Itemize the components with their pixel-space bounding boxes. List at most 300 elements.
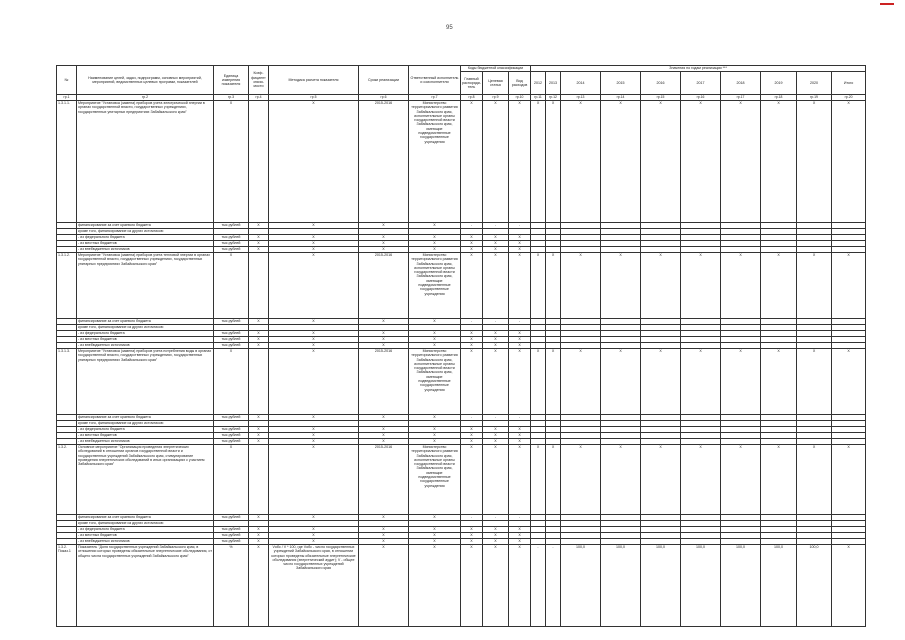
target-article-cell: X	[483, 349, 509, 415]
responsible-cell: X	[409, 427, 461, 433]
coef-cell: X	[249, 223, 269, 229]
header-year: 2017	[681, 72, 721, 95]
period-cell: X	[359, 427, 409, 433]
expense-type-cell: -	[509, 319, 531, 325]
main-manager-cell: X	[461, 247, 483, 253]
header-no: №	[57, 66, 77, 95]
row-name: кроме того, финансирование из других источников:	[77, 521, 214, 527]
column-number: гр.19	[797, 95, 832, 101]
table-row-measure	[57, 253, 866, 319]
column-number: гр.14	[601, 95, 641, 101]
year-value-cell: 100,0	[761, 545, 797, 627]
year-value-cell: X	[681, 253, 721, 319]
row-name: - из внебюджетных источников	[77, 343, 214, 349]
expense-type-cell: X	[509, 427, 531, 433]
year-value-cell: X	[531, 253, 546, 319]
expense-type-cell: X	[509, 445, 531, 515]
unit-cell: тыс.рублей	[214, 515, 249, 521]
column-number: гр.11	[531, 95, 546, 101]
coef-cell	[249, 445, 269, 515]
coef-cell: X	[249, 527, 269, 533]
column-number: гр.5	[269, 95, 359, 101]
year-value-cell: X	[641, 445, 681, 515]
total-cell: X	[832, 445, 866, 515]
unit-cell: X	[214, 445, 249, 515]
coef-cell: X	[249, 433, 269, 439]
period-cell: 2015-2016	[359, 101, 409, 223]
row-name: кроме того, финансирование из других источников:	[77, 421, 214, 427]
year-value-cell: 100,0	[641, 545, 681, 627]
row-name: - из местных бюджетов	[77, 241, 214, 247]
coef-cell	[249, 253, 269, 319]
target-article-cell: X	[483, 101, 509, 223]
coef-cell: X	[249, 337, 269, 343]
row-name: финансирование за счет краевого бюджета	[77, 515, 214, 521]
main-manager-cell: X	[461, 343, 483, 349]
expense-type-cell: X	[509, 545, 531, 627]
row-name: - из федерального бюджета	[77, 235, 214, 241]
column-number: гр.16	[681, 95, 721, 101]
main-manager-cell: X	[461, 527, 483, 533]
unit-cell: тыс.рублей	[214, 331, 249, 337]
responsible-cell: Министерство территориального развития Забайкальского края, исполнительные органы государственной власти Забайкальского края, имеющие подведомственные государственные учреждения	[409, 253, 461, 319]
expense-type-cell: X	[509, 439, 531, 445]
row-name: финансирование за счет краевого бюджета	[77, 319, 214, 325]
column-number: гр.7	[409, 95, 461, 101]
responsible-cell: X	[409, 515, 461, 521]
header-name: Наименование целей, задач, подпрограмм, основных мероприятий, мероприятий, ведомственных целевых программ, показателей	[77, 66, 214, 95]
period-cell: X	[359, 533, 409, 539]
year-value-cell: X	[601, 101, 641, 223]
method-cell: X	[269, 427, 359, 433]
header-coef: Коэф-фициент значи-мости	[249, 66, 269, 95]
responsible-cell: X	[409, 415, 461, 421]
method-cell: X	[269, 241, 359, 247]
method-cell: X	[269, 539, 359, 545]
column-number: гр.20	[832, 95, 866, 101]
responsible-cell: X	[409, 533, 461, 539]
year-value-cell: X	[531, 101, 546, 223]
method-cell: X	[269, 253, 359, 319]
responsible-cell: X	[409, 433, 461, 439]
year-value-cell: X	[561, 445, 601, 515]
table-row-measure	[57, 101, 866, 223]
row-name: кроме того, финансирование из других источников:	[77, 229, 214, 235]
main-manager-cell: X	[461, 235, 483, 241]
year-value-cell: 100,0	[601, 545, 641, 627]
unit-cell: тыс.рублей	[214, 415, 249, 421]
coef-cell: X	[249, 539, 269, 545]
row-name: Показатель "Доля государственных учреждений Забайкальского края, в отношении которых проведены обязательные энергетические обследования, от общего числа государственных учреждений Забайкальского края"	[77, 545, 214, 627]
responsible-cell: X	[409, 319, 461, 325]
coef-cell: X	[249, 319, 269, 325]
table-body	[57, 101, 866, 627]
period-cell: X	[359, 235, 409, 241]
year-value-cell: X	[721, 101, 761, 223]
year-value-cell: X	[546, 349, 561, 415]
main-manager-cell: X	[461, 253, 483, 319]
method-cell: X	[269, 433, 359, 439]
main-manager-cell: X	[461, 533, 483, 539]
responsible-cell: X	[409, 223, 461, 229]
unit-cell: %	[214, 545, 249, 627]
coef-cell: X	[249, 533, 269, 539]
expense-type-cell: X	[509, 247, 531, 253]
period-cell: X	[359, 241, 409, 247]
expense-type-cell: X	[509, 349, 531, 415]
expense-type-cell: X	[509, 527, 531, 533]
main-manager-cell: X	[461, 337, 483, 343]
year-value-cell: X	[531, 445, 546, 515]
column-number: гр.18	[761, 95, 797, 101]
expense-type-cell: X	[509, 235, 531, 241]
responsible-cell: Министерство территориального развития Забайкальского края, исполнительные органы государственной власти Забайкальского края, имеющие подведомственные государственные учреждения	[409, 445, 461, 515]
main-manager-cell: X	[461, 241, 483, 247]
unit-cell: тыс.рублей	[214, 247, 249, 253]
method-cell: X	[269, 527, 359, 533]
year-value-cell: 100,0	[681, 545, 721, 627]
year-value-cell: 100,0	[797, 545, 832, 627]
row-name: - из федерального бюджета	[77, 527, 214, 533]
header-year: 2020	[797, 72, 832, 95]
period-cell: X	[359, 337, 409, 343]
responsible-cell: X	[409, 439, 461, 445]
period-cell: X	[359, 515, 409, 521]
column-number: гр.4	[249, 95, 269, 101]
period-cell: 2015-2016	[359, 349, 409, 415]
header-responsible: Ответственный исполнитель и соисполнители	[409, 66, 461, 95]
target-article-cell: -	[483, 515, 509, 521]
main-manager-cell: -	[461, 515, 483, 521]
row-name: - из внебюджетных источников	[77, 539, 214, 545]
table-header	[57, 66, 866, 101]
target-article-cell: -	[483, 223, 509, 229]
expense-type-cell: X	[509, 253, 531, 319]
expense-type-cell: X	[509, 533, 531, 539]
method-cell: X	[269, 223, 359, 229]
period-cell: X	[359, 343, 409, 349]
responsible-cell: X	[409, 247, 461, 253]
unit-cell: тыс.рублей	[214, 539, 249, 545]
year-value-cell: X	[546, 101, 561, 223]
year-value-cell: X	[721, 253, 761, 319]
row-number: 1.3.1.2.	[57, 253, 77, 319]
expense-type-cell: X	[509, 337, 531, 343]
method-cell: X	[269, 515, 359, 521]
target-article-cell: X	[483, 331, 509, 337]
year-value-cell: X	[681, 349, 721, 415]
unit-cell: тыс.рублей	[214, 439, 249, 445]
coef-cell: X	[249, 235, 269, 241]
column-number: гр.13	[561, 95, 601, 101]
target-article-cell: -	[483, 415, 509, 421]
period-cell: X	[359, 545, 409, 627]
program-table	[56, 65, 866, 627]
period-cell: X	[359, 247, 409, 253]
main-manager-cell: X	[461, 445, 483, 515]
row-name: - из федерального бюджета	[77, 427, 214, 433]
year-value-cell: X	[761, 101, 797, 223]
year-value-cell: 100,0	[561, 545, 601, 627]
year-value-cell: X	[601, 445, 641, 515]
coef-cell: X	[249, 331, 269, 337]
year-value-cell: X	[761, 445, 797, 515]
period-cell: X	[359, 539, 409, 545]
coef-cell: X	[249, 427, 269, 433]
unit-cell: тыс.рублей	[214, 241, 249, 247]
header-total: Итого	[832, 72, 866, 95]
header-budget-codes: Коды бюджетной классификации	[461, 66, 531, 72]
header-years-group: Значения по годам реализации ***	[531, 66, 866, 72]
main-manager-cell: -	[461, 223, 483, 229]
unit-cell: тыс.рублей	[214, 319, 249, 325]
year-value-cell: X	[561, 101, 601, 223]
column-number: гр.15	[641, 95, 681, 101]
year-value-cell: X	[681, 101, 721, 223]
year-value-cell: -	[531, 545, 546, 627]
row-name: - из местных бюджетов	[77, 533, 214, 539]
header-main-manager: Главный распоряди-тель	[461, 72, 483, 95]
row-name: кроме того, финансирование из других источников:	[77, 325, 214, 331]
method-cell: X	[269, 415, 359, 421]
year-value-cell: X	[797, 349, 832, 415]
expense-type-cell: X	[509, 241, 531, 247]
expense-type-cell: -	[509, 515, 531, 521]
period-cell: X	[359, 439, 409, 445]
row-name: - из внебюджетных источников	[77, 439, 214, 445]
responsible-cell: Министерство территориального развития Забайкальского края, исполнительные органы государственной власти Забайкальского края, имеющие подведомственные государственные учреждения	[409, 349, 461, 415]
year-value-cell: X	[761, 349, 797, 415]
main-manager-cell: X	[461, 427, 483, 433]
year-value-cell: X	[797, 445, 832, 515]
responsible-cell: X	[409, 331, 461, 337]
method-cell: X	[269, 235, 359, 241]
coef-cell: X	[249, 439, 269, 445]
main-manager-cell: X	[461, 331, 483, 337]
coef-cell: X	[249, 415, 269, 421]
header-year: 2019	[761, 72, 797, 95]
header-year: 2016	[641, 72, 681, 95]
header-expense-type: Вид расходов	[509, 72, 531, 95]
method-cell: X	[269, 247, 359, 253]
year-value-cell: 100,0	[721, 545, 761, 627]
row-name: Мероприятие "Установка (замена) приборов учета электрической энергии в органах государственной власти, государственных учреждениях, государственных унитарных предприятиях Забайкальского края"	[77, 101, 214, 223]
row-name: финансирование за счет краевого бюджета	[77, 415, 214, 421]
row-number: 1.3.2.	[57, 445, 77, 515]
main-manager-cell: X	[461, 101, 483, 223]
year-value-cell: -	[546, 545, 561, 627]
coef-cell	[249, 101, 269, 223]
row-number: 1.3.2. Показ.1	[57, 545, 77, 627]
year-value-cell: X	[601, 349, 641, 415]
header-year: 2013	[546, 72, 561, 95]
method-cell: X	[269, 439, 359, 445]
expense-type-cell: X	[509, 433, 531, 439]
target-article-cell: X	[483, 247, 509, 253]
row-name: Мероприятие "Установка (замена) приборов учета потребления воды в органах государственной власти, государственных учреждениях, государственных унитарных предприятиях Забайкальского края"	[77, 349, 214, 415]
main-manager-cell: -	[461, 319, 483, 325]
period-cell: X	[359, 331, 409, 337]
total-cell: X	[832, 545, 866, 627]
year-value-cell: X	[797, 101, 832, 223]
year-value-cell: X	[641, 349, 681, 415]
table-row-measure	[57, 445, 866, 515]
responsible-cell: X	[409, 337, 461, 343]
method-cell: X	[269, 349, 359, 415]
unit-cell: X	[214, 349, 249, 415]
column-number: гр.2	[77, 95, 214, 101]
row-name: - из местных бюджетов	[77, 337, 214, 343]
expense-type-cell: X	[509, 539, 531, 545]
method-cell: X	[269, 331, 359, 337]
column-number: гр.3	[214, 95, 249, 101]
responsible-cell: X	[409, 343, 461, 349]
coef-cell: X	[249, 545, 269, 627]
column-number: гр.10	[509, 95, 531, 101]
column-number: гр.8	[461, 95, 483, 101]
unit-cell: тыс.рублей	[214, 433, 249, 439]
row-name: финансирование за счет краевого бюджета	[77, 223, 214, 229]
header-method: Методика расчета показателя	[269, 66, 359, 95]
method-cell: X	[269, 101, 359, 223]
target-article-cell: X	[483, 445, 509, 515]
year-value-cell: X	[546, 445, 561, 515]
coef-cell: X	[249, 343, 269, 349]
main-manager-cell: X	[461, 439, 483, 445]
unit-cell: тыс.рублей	[214, 533, 249, 539]
header-year: 2015	[601, 72, 641, 95]
row-name: - из местных бюджетов	[77, 433, 214, 439]
row-number: 1.3.1.3.	[57, 349, 77, 415]
unit-cell: тыс.рублей	[214, 527, 249, 533]
main-manager-cell: -	[461, 415, 483, 421]
year-value-cell: X	[561, 349, 601, 415]
header-year: 2012	[531, 72, 546, 95]
column-number: гр.1	[57, 95, 77, 101]
year-value-cell: X	[761, 253, 797, 319]
period-cell: X	[359, 415, 409, 421]
period-cell: X	[359, 433, 409, 439]
period-cell: X	[359, 223, 409, 229]
target-article-cell: X	[483, 545, 509, 627]
total-cell: X	[832, 349, 866, 415]
method-cell: X	[269, 337, 359, 343]
responsible-cell: X	[409, 527, 461, 533]
column-number: гр.17	[721, 95, 761, 101]
method-cell: X	[269, 343, 359, 349]
coef-cell: X	[249, 241, 269, 247]
expense-type-cell: -	[509, 223, 531, 229]
year-value-cell: X	[721, 349, 761, 415]
column-number: гр.12	[546, 95, 561, 101]
responsible-cell: Министерство территориального развития Забайкальского края, исполнительные органы государственной власти Забайкальского края, имеющие подведомственные государственные учреждения	[409, 101, 461, 223]
unit-cell: тыс.рублей	[214, 427, 249, 433]
year-value-cell: X	[641, 101, 681, 223]
responsible-cell: X	[409, 545, 461, 627]
method-cell: Vобс / V * 100, где Vобс - число государственных учреждений Забайкальского края, в отношении которых проведены обязательные энергетические обследования (энергетический аудит); V - общее число государственных учреждений Забайкальского края	[269, 545, 359, 627]
coef-cell	[249, 349, 269, 415]
year-value-cell: X	[681, 445, 721, 515]
target-article-cell: X	[483, 337, 509, 343]
method-cell: X	[269, 319, 359, 325]
row-name: - из федерального бюджета	[77, 331, 214, 337]
unit-cell: X	[214, 253, 249, 319]
column-number: гр.9	[483, 95, 509, 101]
target-article-cell: X	[483, 439, 509, 445]
row-name: Основное мероприятие "Организация проведения энергетических обследований в отношении органов государственной власти и государственных учреждений Забайкальского края, стимулирование проведения энергетических обследований в иных организациях с участием Забайкальского края"	[77, 445, 214, 515]
total-cell: X	[832, 253, 866, 319]
unit-cell: X	[214, 101, 249, 223]
year-value-cell: X	[561, 253, 601, 319]
target-article-cell: X	[483, 241, 509, 247]
main-manager-cell: X	[461, 545, 483, 627]
header-year: 2018	[721, 72, 761, 95]
header-period: Сроки реализации	[359, 66, 409, 95]
total-cell: X	[832, 101, 866, 223]
unit-cell: тыс.рублей	[214, 343, 249, 349]
target-article-cell: X	[483, 433, 509, 439]
coef-cell: X	[249, 247, 269, 253]
page-number: 95	[446, 25, 453, 31]
expense-type-cell: -	[509, 415, 531, 421]
target-article-cell: X	[483, 427, 509, 433]
method-cell: X	[269, 445, 359, 515]
expense-type-cell: X	[509, 101, 531, 223]
period-cell: 2015-2016	[359, 253, 409, 319]
coef-cell: X	[249, 515, 269, 521]
row-name: Мероприятие "Установка (замена) приборов учета тепловой энергии в органах государственной власти, государственных учреждениях, государственных унитарных предприятиях Забайкальского края"	[77, 253, 214, 319]
year-value-cell: X	[721, 445, 761, 515]
year-value-cell: X	[531, 349, 546, 415]
method-cell: X	[269, 533, 359, 539]
row-name: - из внебюджетных источников	[77, 247, 214, 253]
target-article-cell: X	[483, 235, 509, 241]
responsible-cell: X	[409, 235, 461, 241]
corner-mark	[880, 3, 894, 5]
header-unit: Единица измерения показателя	[214, 66, 249, 95]
period-cell: X	[359, 527, 409, 533]
header-year: 2014	[561, 72, 601, 95]
year-value-cell: X	[797, 253, 832, 319]
year-value-cell: X	[641, 253, 681, 319]
unit-cell: тыс.рублей	[214, 337, 249, 343]
expense-type-cell: X	[509, 331, 531, 337]
target-article-cell: X	[483, 533, 509, 539]
expense-type-cell: X	[509, 343, 531, 349]
header-target-article: Целевая статья	[483, 72, 509, 95]
unit-cell: тыс.рублей	[214, 235, 249, 241]
period-cell: 2015-2016	[359, 445, 409, 515]
responsible-cell: X	[409, 241, 461, 247]
target-article-cell: -	[483, 319, 509, 325]
unit-cell: тыс.рублей	[214, 223, 249, 229]
responsible-cell: X	[409, 539, 461, 545]
main-manager-cell: X	[461, 539, 483, 545]
year-value-cell: X	[546, 253, 561, 319]
target-article-cell: X	[483, 253, 509, 319]
table-row-measure	[57, 545, 866, 627]
row-number: 1.3.1.1.	[57, 101, 77, 223]
main-manager-cell: X	[461, 433, 483, 439]
table-row-measure	[57, 349, 866, 415]
year-value-cell: X	[601, 253, 641, 319]
column-number: гр.6	[359, 95, 409, 101]
target-article-cell: X	[483, 527, 509, 533]
target-article-cell: X	[483, 343, 509, 349]
main-manager-cell: X	[461, 349, 483, 415]
target-article-cell: X	[483, 539, 509, 545]
period-cell: X	[359, 319, 409, 325]
